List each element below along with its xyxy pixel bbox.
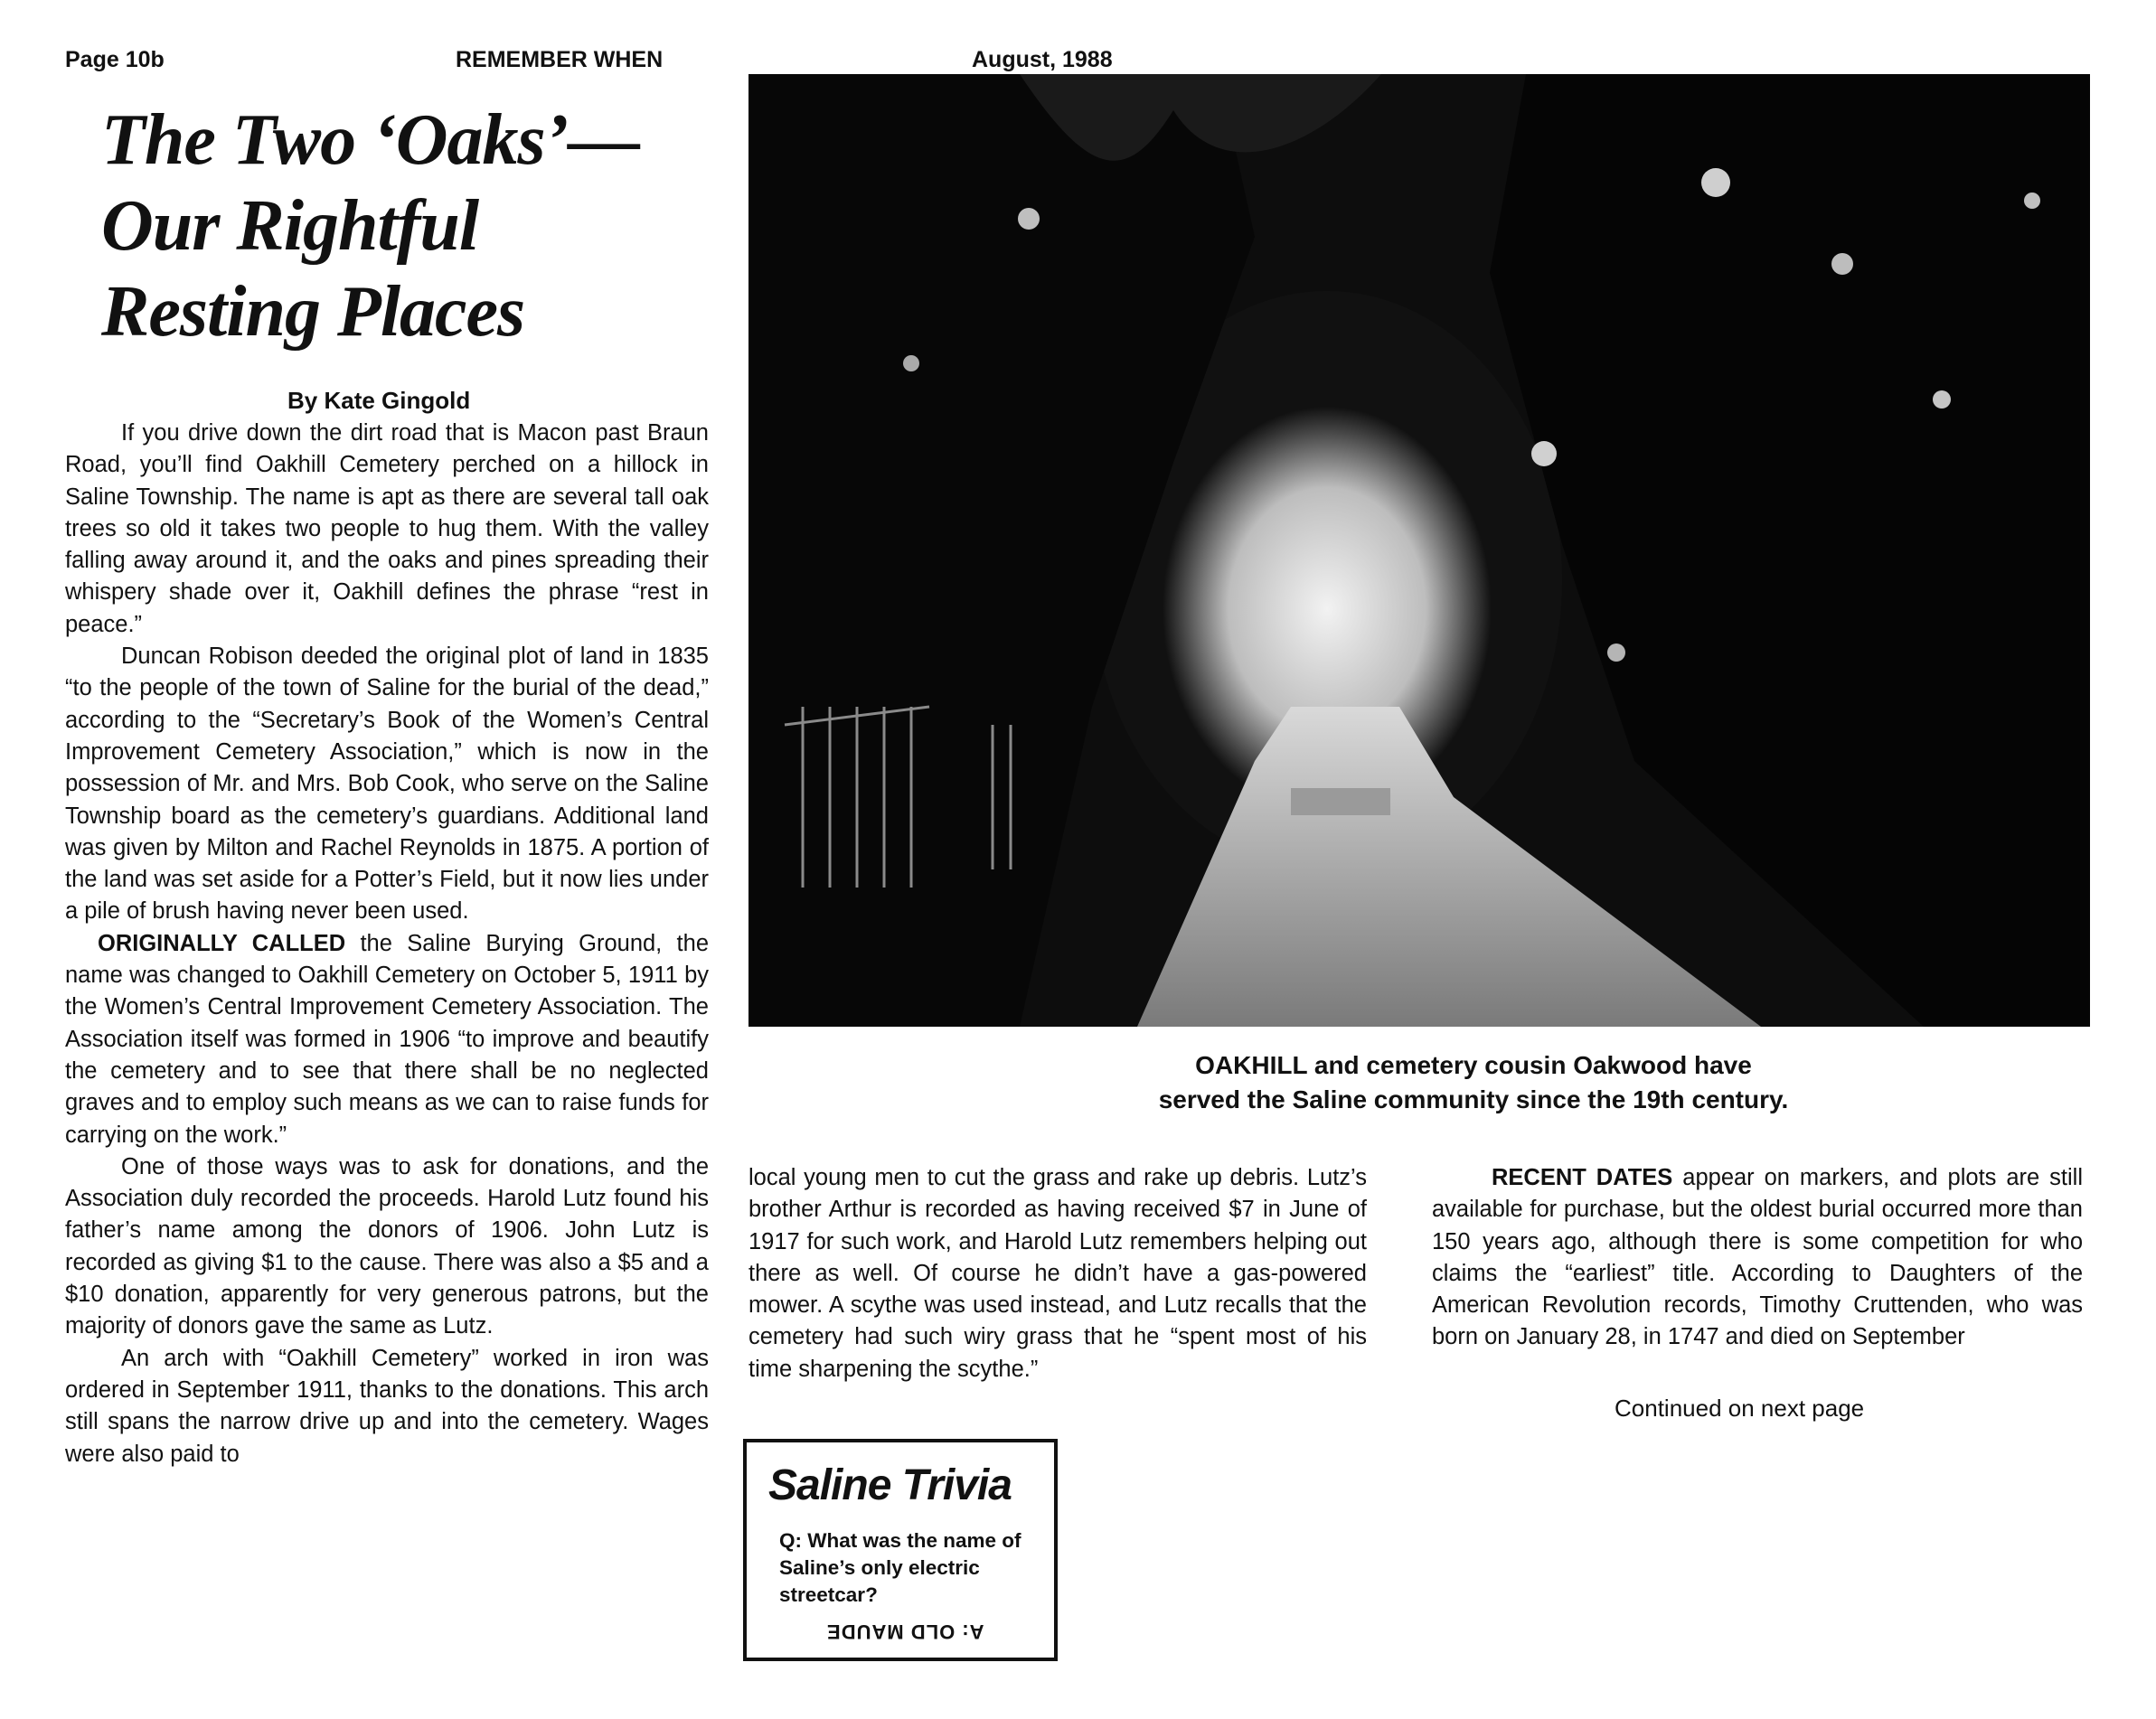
paragraph: local young men to cut the grass and rake up debris. Lutz’s brother Arthur is recorded as having received $7 in June of 1917 for such work, and Harold Lutz remembers helping out there as well. Of course he didn’t have a gas-powered mower. A scythe was used instead, and Lutz recalls that the cemetery had such wiry grass that he “spent most of his time sharpening the scythe.” bbox=[748, 1165, 1367, 1382]
trivia-answer: A: OLD MAUDE bbox=[826, 1620, 984, 1643]
trivia-box bbox=[743, 1439, 1058, 1661]
paragraph: One of those ways was to ask for donations, and the Association duly recorded the proceeds. Harold Lutz found his father’s name among the donors of 1906. John Lutz is recorded as giving $1 to the cause. There was also a $5 and a $10 donation, apparently for very generous patrons, but the majority of donors gave the same as Lutz. bbox=[65, 1153, 709, 1339]
trivia-title: Saline Trivia bbox=[768, 1461, 1012, 1509]
headline-line-1: The Two ‘Oaks’— bbox=[101, 100, 640, 180]
continued-notice: Continued on next page bbox=[1615, 1395, 1865, 1422]
paragraph-text: appear on markers, and plots are still available for purchase, but the oldest burial occurred more than 150 years ago, although there is some competition for who claims the “earliest” title. According to Daughters of the American Revolution records, Timothy Cruttenden, who was born on January 28, in 1747 and died on September bbox=[1432, 1165, 2083, 1350]
headline-line-2: Our Rightful bbox=[101, 186, 479, 266]
article-column-3 bbox=[1432, 1162, 2083, 1354]
paragraph: If you drive down the dirt road that is Macon past Braun Road, you’ll find Oakhill Cemetery perched on a hillock in Saline Township. The name is apt as there are several tall oak trees so old it takes two people to hug them. With the valley falling away around it, and the oaks and pines spreading their whispery shade over it, Oakhill defines the phrase “rest in peace.” bbox=[65, 420, 709, 637]
byline: By Kate Gingold bbox=[287, 387, 471, 414]
paragraph bbox=[1432, 1162, 2083, 1354]
trivia-question: Q: What was the name of Saline’s only electric streetcar? bbox=[779, 1529, 1022, 1606]
paragraph: Duncan Robison deeded the original plot of land in 1835 “to the people of the town of Saline for the burial of the dead,” according to the “Secretary’s Book of the Women’s Central Improvement Cemetery Association,” which is now in the possession of Mr. and Mrs. Bob Cook, who serve on the Saline Township board as the cemetery’s guardians. Additional land was given by Milton and Rachel Reynolds in 1875. A portion of the land was set aside for a Potter’s Field, but it now lies under a pile of brush having never been used. bbox=[65, 643, 709, 925]
paragraph-lead: RECENT DATES bbox=[1492, 1165, 1673, 1190]
photo-caption bbox=[904, 1048, 2043, 1117]
cemetery-photo bbox=[748, 74, 2090, 1027]
caption-line-2: served the Saline community since the 19th century. bbox=[1158, 1085, 1789, 1113]
article-column-2 bbox=[748, 1162, 1367, 1386]
paragraph-text: the Saline Burying Ground, the name was changed to Oakhill Cemetery on October 5, 1911 by the Women’s Central Improvement Cemetery Association. The Association itself was formed in 1906 “to improve and beautify the cemetery and to see that there shall be no neglected graves and to employ such means as we can to raise funds for carrying on the work.” bbox=[65, 930, 710, 1148]
paragraph bbox=[65, 928, 709, 1151]
headline bbox=[101, 98, 680, 355]
headline-line-3: Resting Places bbox=[101, 272, 525, 352]
caption-line-1: OAKHILL and cemetery cousin Oakwood have bbox=[1195, 1051, 1752, 1079]
page-number: Page 10b bbox=[65, 47, 165, 72]
paragraph: An arch with “Oakhill Cemetery” worked in iron was ordered in September 1911, thanks to the donations. This arch still spans the narrow drive up and into the cemetery. Wages were also paid to bbox=[65, 1345, 709, 1467]
section-title: REMEMBER WHEN bbox=[456, 47, 664, 72]
article-column-1 bbox=[65, 418, 709, 1470]
issue-date: August, 1988 bbox=[972, 47, 1113, 72]
paragraph-lead: ORIGINALLY CALLED bbox=[98, 930, 346, 956]
